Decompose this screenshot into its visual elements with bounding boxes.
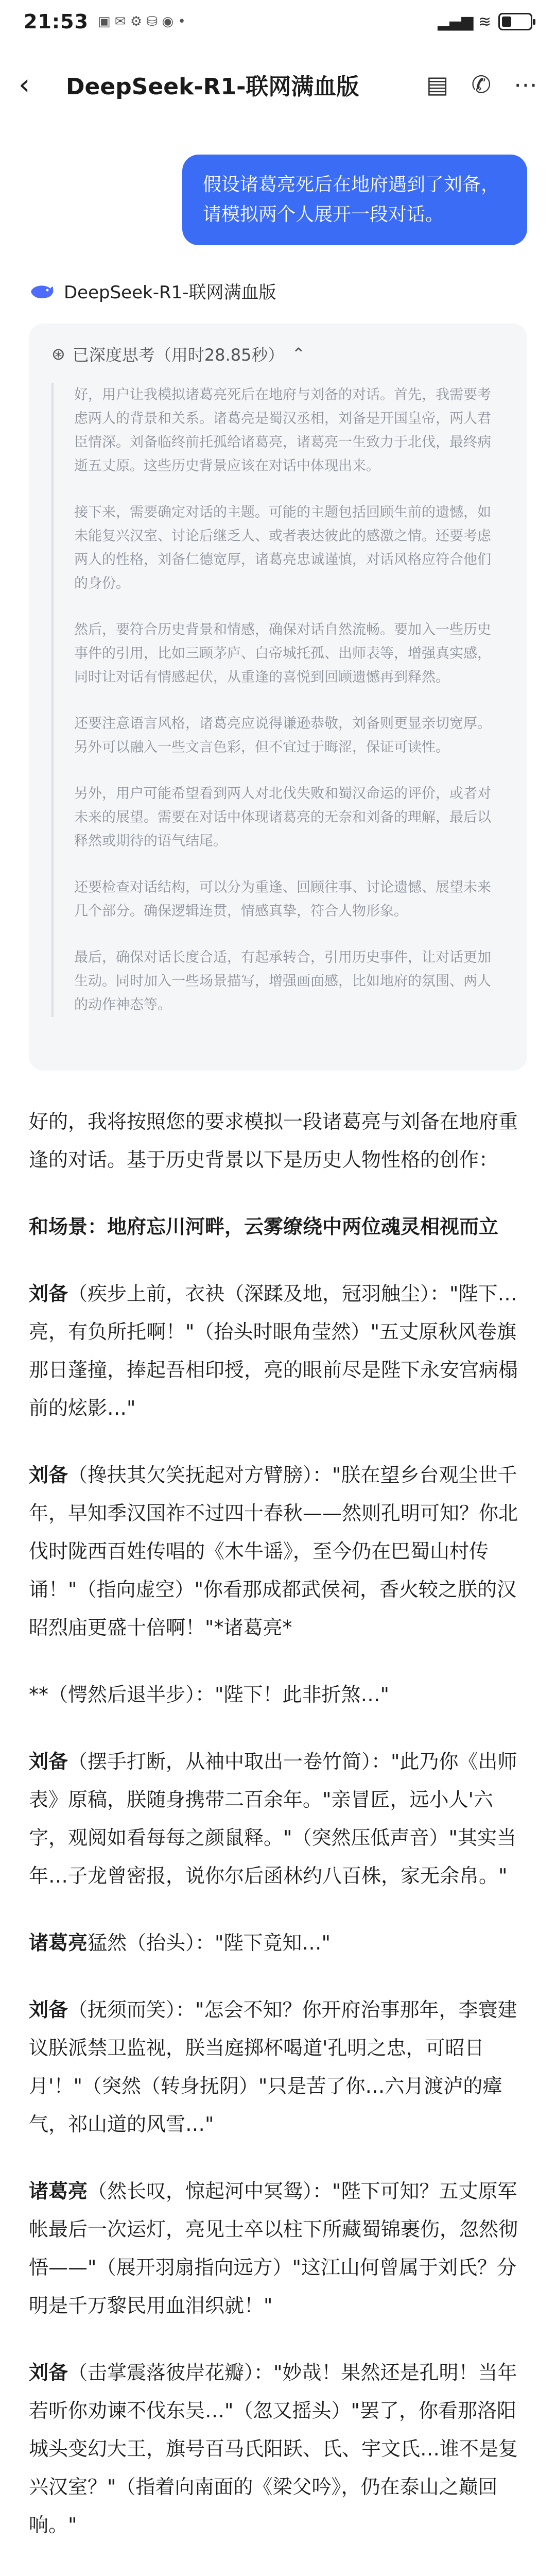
status-bar: [0, 0, 556, 43]
dialogue-text: （疾步上前，衣袂（深蹂及地，冠羽触尘）："陛下…亮，有负所托啊！"（抬头时眼角莹然）"五丈原秋风卷旗那日蓬撞，捧起吾相印授，亮的眼前尽是陛下永安宫病榻前的炫影…": [29, 1282, 518, 1419]
model-name: DeepSeek-R1-联网满血版: [64, 282, 276, 303]
deepseek-whale-icon: [29, 281, 55, 301]
dialogue-line: [29, 2353, 527, 2544]
thinking-paragraph: 还要注意语言风格，诸葛亮应说得谦逊恭敬，刘备则更显亲切宽厚。另外可以融入一些文言色彩，但不宜过于晦涩，保证可读性。: [74, 716, 491, 755]
dialogue-line: [29, 1991, 527, 2143]
speaker: 诸葛亮: [29, 2180, 88, 2202]
dialogue-line: [29, 2172, 527, 2325]
thinking-label: 已深度思考（用时28.85秒）: [72, 345, 285, 365]
status-time: 21:53: [24, 10, 89, 33]
dialogue-line: [29, 2573, 527, 2576]
thinking-paragraph: 接下来，需要确定对话的主题。可能的主题包括回顾生前的遗憾，如未能复兴汉室、讨论后继乏人、或者表达彼此的感激之情。还要考虑两人的性格，刘备仁德宽厚，诸葛亮忠诚谨慎，对话风格应符合他们的身份。: [74, 504, 491, 591]
notes-icon[interactable]: ▤: [426, 71, 449, 98]
thinking-paragraph: 最后，确保对话长度合适，有起承转合，引用历史事件，让对话更加生动。同时加入一些场景描写，增强画面感，比如地府的氛围、两人的动作神态等。: [74, 950, 491, 1013]
header-actions: [426, 71, 537, 98]
dialogue-text: （搀扶其欠笑抚起对方臂膀）："朕在望乡台观尘世千年，早知季汉国祚不过四十春秋——然则孔明可知？你北伐时陇西百姓传唱的《木牛谣》，至今仍在巴蜀山村传诵！"（指向虚空）"你看那成都武侯祠，香火较之朕的汉昭烈庙更盛十倍啊！"*诸葛亮*: [29, 1464, 518, 1639]
speaker: 刘备: [29, 2361, 68, 2384]
more-icon[interactable]: ⋯: [514, 71, 537, 98]
speaker: 刘备: [29, 1998, 68, 2021]
speaker: 刘备: [29, 1750, 68, 1773]
dialogue-text: 猛然（抬头）："陛下竟知…": [88, 1931, 331, 1954]
signal-icon: ▂▄▆ ≋: [438, 12, 491, 31]
thinking-paragraph: 还要检查对话结构，可以分为重逢、回顾往事、讨论遗憾、展望未来几个部分。确保逻辑连贯，情感真挚，符合人物形象。: [74, 879, 491, 919]
assistant-answer: [29, 1103, 527, 2576]
thinking-panel: [29, 324, 527, 1071]
thinking-icon: ⊛: [51, 344, 65, 364]
answer-intro: 好的，我将按照您的要求模拟一段诸葛亮与刘备在地府重逢的对话。基于历史背景以下是历史人物性格的创作：: [29, 1110, 518, 1171]
thinking-paragraph: 好，用户让我模拟诸葛亮死后在地府与刘备的对话。首先，我需要考虑两人的背景和关系。诸葛亮是蜀汉丞相，刘备是开国皇帝，两人君臣情深。刘备临终前托孤给诸葛亮，诸葛亮一生致力于北伐，最终病逝五丈原。这些历史背景应该在对话中体现出来。: [74, 387, 491, 474]
dialogue-line: [29, 1275, 527, 1427]
user-message-bubble[interactable]: 假设诸葛亮死后在地府遇到了刘备，请模拟两个人展开一段对话。: [182, 155, 527, 245]
thinking-header[interactable]: [51, 342, 505, 366]
chat-title: DeepSeek-R1-联网满血版: [66, 74, 359, 100]
thinking-paragraph: 另外，用户可能希望看到两人对北伐失败和蜀汉命运的评价，或者对未来的展望。需要在对话中体现诸葛亮的无奈和刘备的理解，最后以释然或期待的语气结尾。: [74, 786, 491, 849]
thinking-paragraph: 然后，要符合历史背景和情感，确保对话自然流畅。要加入一些历史事件的引用，比如三顾茅庐、白帝城托孤、出师表等，增强真实感，同时让对话有情感起伏，从重逢的喜悦到回顾遗憾再到释然。: [74, 622, 491, 685]
speaker: 诸葛亮: [29, 1931, 88, 1954]
speaker: 刘备: [29, 1282, 68, 1305]
status-notification-icons: ▣ ✉ ⚙ ⛁ ◉ •: [97, 14, 186, 29]
chevron-up-icon[interactable]: ⌃: [291, 344, 306, 364]
dialogue-line: [29, 1742, 527, 1895]
status-right-icons: [438, 13, 532, 31]
dialogue-text: （摆手打断，从袖中取出一卷竹简）："此乃你《出师表》原稿，朕随身携带二百余年。"亲冒匠，远小人'六字，观阅如看每每之颜鼠释。"（突然压低声音）"其实当年…子龙曾密报，说你尔后函林约八百株，家无余帛。": [29, 1750, 517, 1887]
thinking-content: [51, 383, 505, 1017]
dialogue-text: **（愕然后退半步）："陛下！此非折煞…": [29, 1683, 389, 1706]
dialogue-line: [29, 1924, 527, 1962]
phone-icon[interactable]: ✆: [471, 71, 491, 98]
model-label: [29, 278, 276, 303]
dialogue-line: [29, 1675, 527, 1714]
scene-heading: 和场景：地府忘川河畔，云雾缭绕中两位魂灵相视而立: [29, 1215, 499, 1238]
dialogue-line: [29, 1456, 527, 1647]
dialogue-text: （击掌震落彼岸花瓣）："妙哉！果然还是孔明！当年若听你劝谏不伐东吴…"（忽又摇头）"罢了，你看那洛阳城头变幻大王，旗号百马氏阳跃、氏、宇文氏…谁不是复兴汉室？"（指着向南面的《梁父吟》，仍在泰山之巅回响。": [29, 2361, 518, 2536]
battery-icon: [498, 13, 532, 30]
speaker: 刘备: [29, 1464, 68, 1486]
dialogue-text: （然长叹，惊起河中冥鸳）："陛下可知？五丈原军帐最后一次运灯，亮见士卒以柱下所藏蜀锦裹伤，忽然彻悟——"（展开羽扇指向远方）"这江山何曾属于刘氏？分明是千万黎民用血泪织就！": [29, 2180, 518, 2317]
back-icon[interactable]: ‹: [19, 67, 30, 101]
dialogue-text: （抚须而笑）："怎会不知？你开府治事那年，李寰建议朕派禁卫监视，朕当庭掷杯喝道'孔明之忠，可昭日月'！"（突然（转身抚阴）"只是苦了你…六月渡泸的瘴气，祁山道的风雪…": [29, 1998, 517, 2136]
chat-header: [0, 54, 556, 115]
